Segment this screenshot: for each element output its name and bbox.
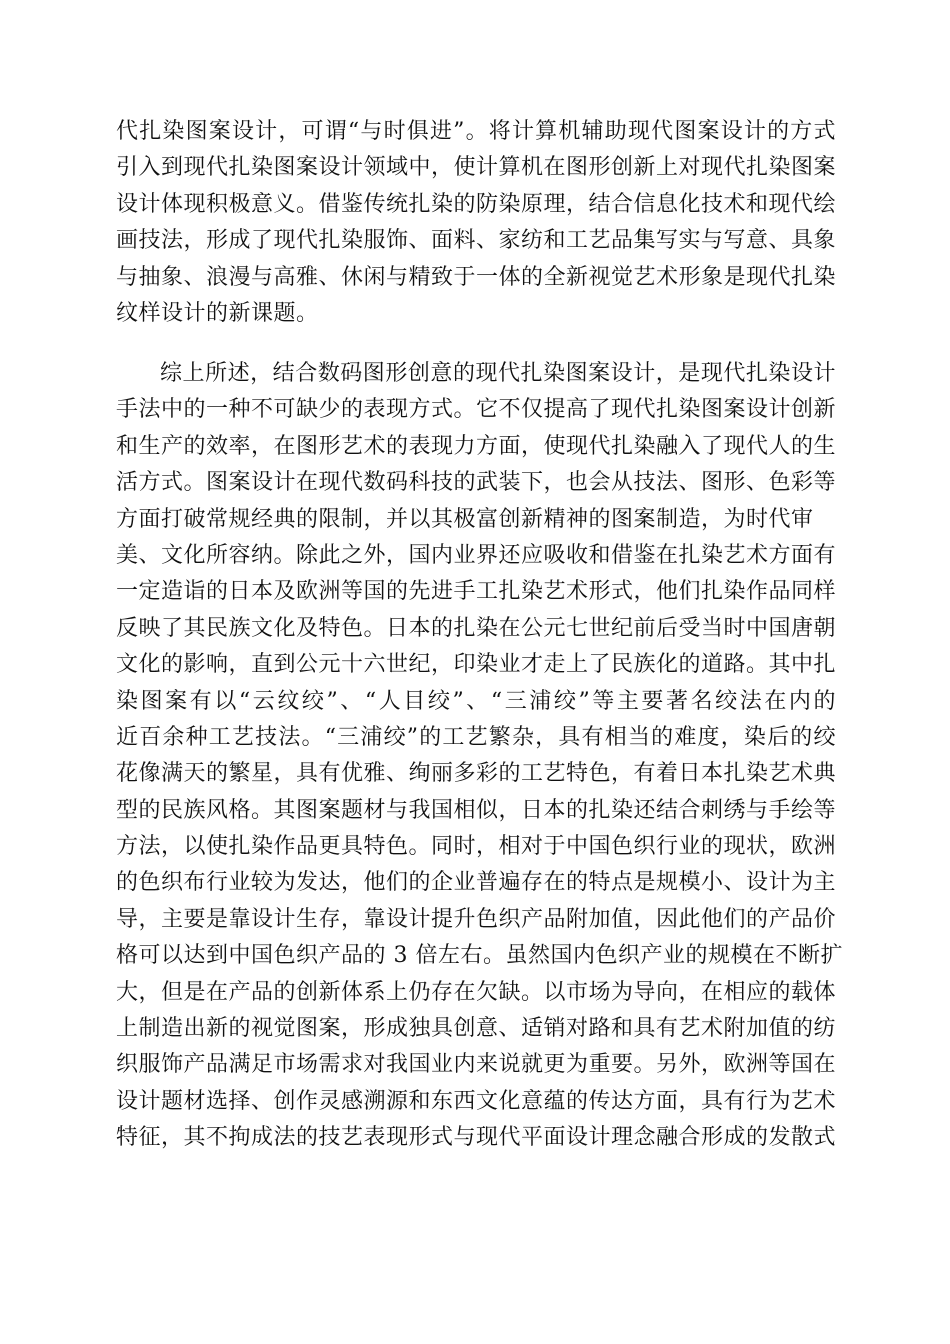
text-line: 型的民族风格。其图案题材与我国相似，日本的扎染还结合刺绣与手绘等 <box>116 797 837 823</box>
text-line: 设计体现积极意义。借鉴传统扎染的防染原理，结合信息化技术和现代绘 <box>116 191 837 217</box>
text-line: 一定造诣的日本及欧洲等国的先进手工扎染艺术形式，他们扎染作品同样 <box>116 579 837 605</box>
paragraph-2 <box>116 356 843 1157</box>
text-line: 手法中的一种不可缺少的表现方式。它不仅提高了现代扎染图案设计创新 <box>116 397 837 423</box>
text-line: 方法，以使扎染作品更具特色。同时，相对于中国色织行业的现状，欧洲 <box>116 834 837 860</box>
text-line: 引入到现代扎染图案设计领域中，使计算机在图形创新上对现代扎染图案 <box>116 155 837 181</box>
text-line: 代扎染图案设计，可谓“与时俱进”。将计算机辅助现代图案设计的方式 <box>116 119 836 144</box>
text-line: 活方式。图案设计在现代数码科技的武装下，也会从技法、图形、色彩等 <box>116 470 837 496</box>
text-line: 花像满天的繁星，具有优雅、绚丽多彩的工艺特色，有着日本扎染艺术典 <box>116 761 837 787</box>
text-line: 导，主要是靠设计生存，靠设计提升色织产品附加值，因此他们的产品价 <box>116 906 837 932</box>
text-line: 画技法，形成了现代扎染服饰、面料、家纺和工艺品集写实与写意、具象 <box>116 228 837 254</box>
paragraph-1 <box>116 114 836 332</box>
text-line: 织服饰产品满足市场需求对我国业内来说就更为重要。另外，欧洲等国在 <box>116 1052 837 1078</box>
text-line: 方面打破常规经典的限制，并以其极富创新精神的图案制造，为时代审 <box>116 506 814 532</box>
text-line: 上制造出新的视觉图案，形成独具创意、适销对路和具有艺术附加值的纺 <box>116 1016 837 1042</box>
text-line: 特征，其不拘成法的技艺表现形式与现代平面设计理念融合形成的发散式 <box>116 1125 837 1151</box>
text-line: 的色织布行业较为发达，他们的企业普遍存在的特点是规模小、设计为主 <box>116 870 837 896</box>
text-line: 格可以达到中国色织产品的 3 倍左右。虽然国内色织产业的规模在不断扩 <box>116 943 843 969</box>
text-line: 美、文化所容纳。除此之外，国内业界还应吸收和借鉴在扎染艺术方面有 <box>116 542 837 568</box>
text-line: 纹样设计的新课题。 <box>116 300 319 326</box>
text-line: 综上所述，结合数码图形创意的现代扎染图案设计，是现代扎染设计 <box>160 361 836 386</box>
text-line: 与抽象、浪漫与高雅、休闲与精致于一体的全新视觉艺术形象是现代扎染 <box>116 264 837 290</box>
text-line: 设计题材选择、创作灵感溯源和东西文化意蕴的传达方面，具有行为艺术 <box>116 1088 837 1114</box>
text-line: 大，但是在产品的创新体系上仍存在欠缺。以市场为导向，在相应的载体 <box>116 979 837 1005</box>
text-line: 反映了其民族文化及特色。日本的扎染在公元七世纪前后受当时中国唐朝 <box>116 615 837 641</box>
text-line: 染图案有以“云纹绞”、“人目绞”、“三浦绞”等主要著名绞法在内的 <box>116 688 837 714</box>
text-line: 文化的影响，直到公元十六世纪，印染业才走上了民族化的道路。其中扎 <box>116 652 837 678</box>
text-line: 和生产的效率，在图形艺术的表现力方面，使现代扎染融入了现代人的生 <box>116 433 837 459</box>
text-line: 近百余种工艺技法。“三浦绞”的工艺繁杂，具有相当的难度，染后的绞 <box>116 724 836 750</box>
